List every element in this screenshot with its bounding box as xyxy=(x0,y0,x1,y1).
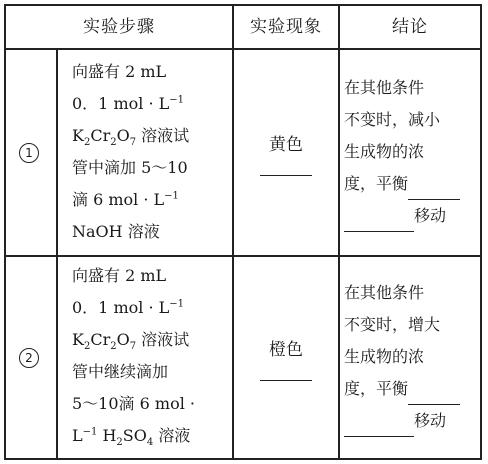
conclusion-line: 不变时，减小 xyxy=(344,110,441,129)
steps-line: NaOH 溶液 xyxy=(72,222,160,241)
circled-number: 2 xyxy=(19,348,39,368)
conclusion-cell-1 xyxy=(344,72,474,232)
column-divider-1 xyxy=(56,48,58,460)
formula-o: O xyxy=(116,126,130,145)
conclusion-cell-2 xyxy=(344,277,474,437)
subscript: 2 xyxy=(83,341,91,353)
conclusion-line: 生成物的浓 xyxy=(344,347,425,366)
subscript: 7 xyxy=(129,137,137,149)
steps-line: 向盛有 2 mL xyxy=(72,62,167,81)
steps-text: 0．1 mol · L xyxy=(72,94,170,113)
conclusion-line xyxy=(344,405,474,437)
conclusion-line xyxy=(344,200,474,232)
phenomenon-text: 橙色 xyxy=(269,339,303,360)
formula-h: H xyxy=(97,426,117,445)
header-conclusion: 结论 xyxy=(392,16,428,37)
conclusion-line: 在其他条件 xyxy=(344,283,425,302)
subscript: 2 xyxy=(110,341,117,353)
steps-text: 溶液 xyxy=(153,426,191,445)
steps-line: 向盛有 2 mL xyxy=(72,266,167,285)
steps-line xyxy=(72,420,234,452)
steps-line xyxy=(72,292,234,324)
conclusion-line: 不变时，增大 xyxy=(344,315,441,334)
steps-line: 管中滴加 5～10 xyxy=(72,158,188,177)
conclusion-line: 在其他条件 xyxy=(344,78,425,97)
table-border-bottom xyxy=(4,458,482,460)
row-number-1 xyxy=(4,50,54,255)
subscript: 2 xyxy=(110,137,117,149)
answer-blank xyxy=(344,414,414,437)
steps-cell-2 xyxy=(72,260,234,452)
column-divider-3 xyxy=(338,4,340,460)
steps-line xyxy=(72,324,234,356)
steps-line xyxy=(72,88,234,120)
conclusion-text: 移动 xyxy=(414,411,447,430)
superscript: −1 xyxy=(169,298,185,310)
table-border-right xyxy=(480,4,482,460)
answer-blank xyxy=(408,382,460,405)
conclusion-text: 移动 xyxy=(414,206,447,225)
formula-cr: Cr xyxy=(90,330,111,349)
answer-blank xyxy=(260,155,312,176)
steps-line: 管中继续滴加 xyxy=(72,362,169,381)
formula-o: O xyxy=(116,330,130,349)
steps-text: 0．1 mol · L xyxy=(72,298,170,317)
superscript: −1 xyxy=(169,94,185,106)
steps-line xyxy=(72,120,234,152)
superscript: −1 xyxy=(82,426,98,438)
conclusion-line xyxy=(344,373,474,405)
steps-text: 溶液试 xyxy=(136,126,190,145)
header-phenomenon: 实验现象 xyxy=(250,16,322,37)
formula-k: K xyxy=(72,126,84,145)
phenomenon-cell-2 xyxy=(236,257,336,458)
answer-blank xyxy=(260,360,312,381)
subscript: 2 xyxy=(116,437,123,449)
conclusion-text: 度，平衡 xyxy=(344,174,409,193)
subscript: 7 xyxy=(129,341,137,353)
conclusion-line: 生成物的浓 xyxy=(344,142,425,161)
formula-k: K xyxy=(72,330,84,349)
formula-cr: Cr xyxy=(90,126,111,145)
answer-blank xyxy=(344,209,414,232)
circled-number: 1 xyxy=(19,143,39,163)
steps-line xyxy=(72,184,234,216)
conclusion-line xyxy=(344,168,474,200)
subscript: 2 xyxy=(83,137,91,149)
steps-line: 5～10滴 6 mol · xyxy=(72,394,195,413)
steps-text: 溶液试 xyxy=(136,330,190,349)
superscript: −1 xyxy=(164,190,179,202)
steps-text: L xyxy=(72,426,83,445)
header-steps: 实验步骤 xyxy=(83,16,155,37)
steps-cell-1 xyxy=(72,56,234,248)
subscript: 4 xyxy=(146,437,154,449)
conclusion-text: 度，平衡 xyxy=(344,379,409,398)
phenomenon-text: 黄色 xyxy=(269,134,303,155)
phenomenon-cell-1 xyxy=(236,50,336,255)
row-number-2 xyxy=(4,257,54,458)
steps-text: 滴 6 mol · L xyxy=(72,190,165,209)
answer-blank xyxy=(408,177,460,200)
formula-so: SO xyxy=(122,426,147,445)
